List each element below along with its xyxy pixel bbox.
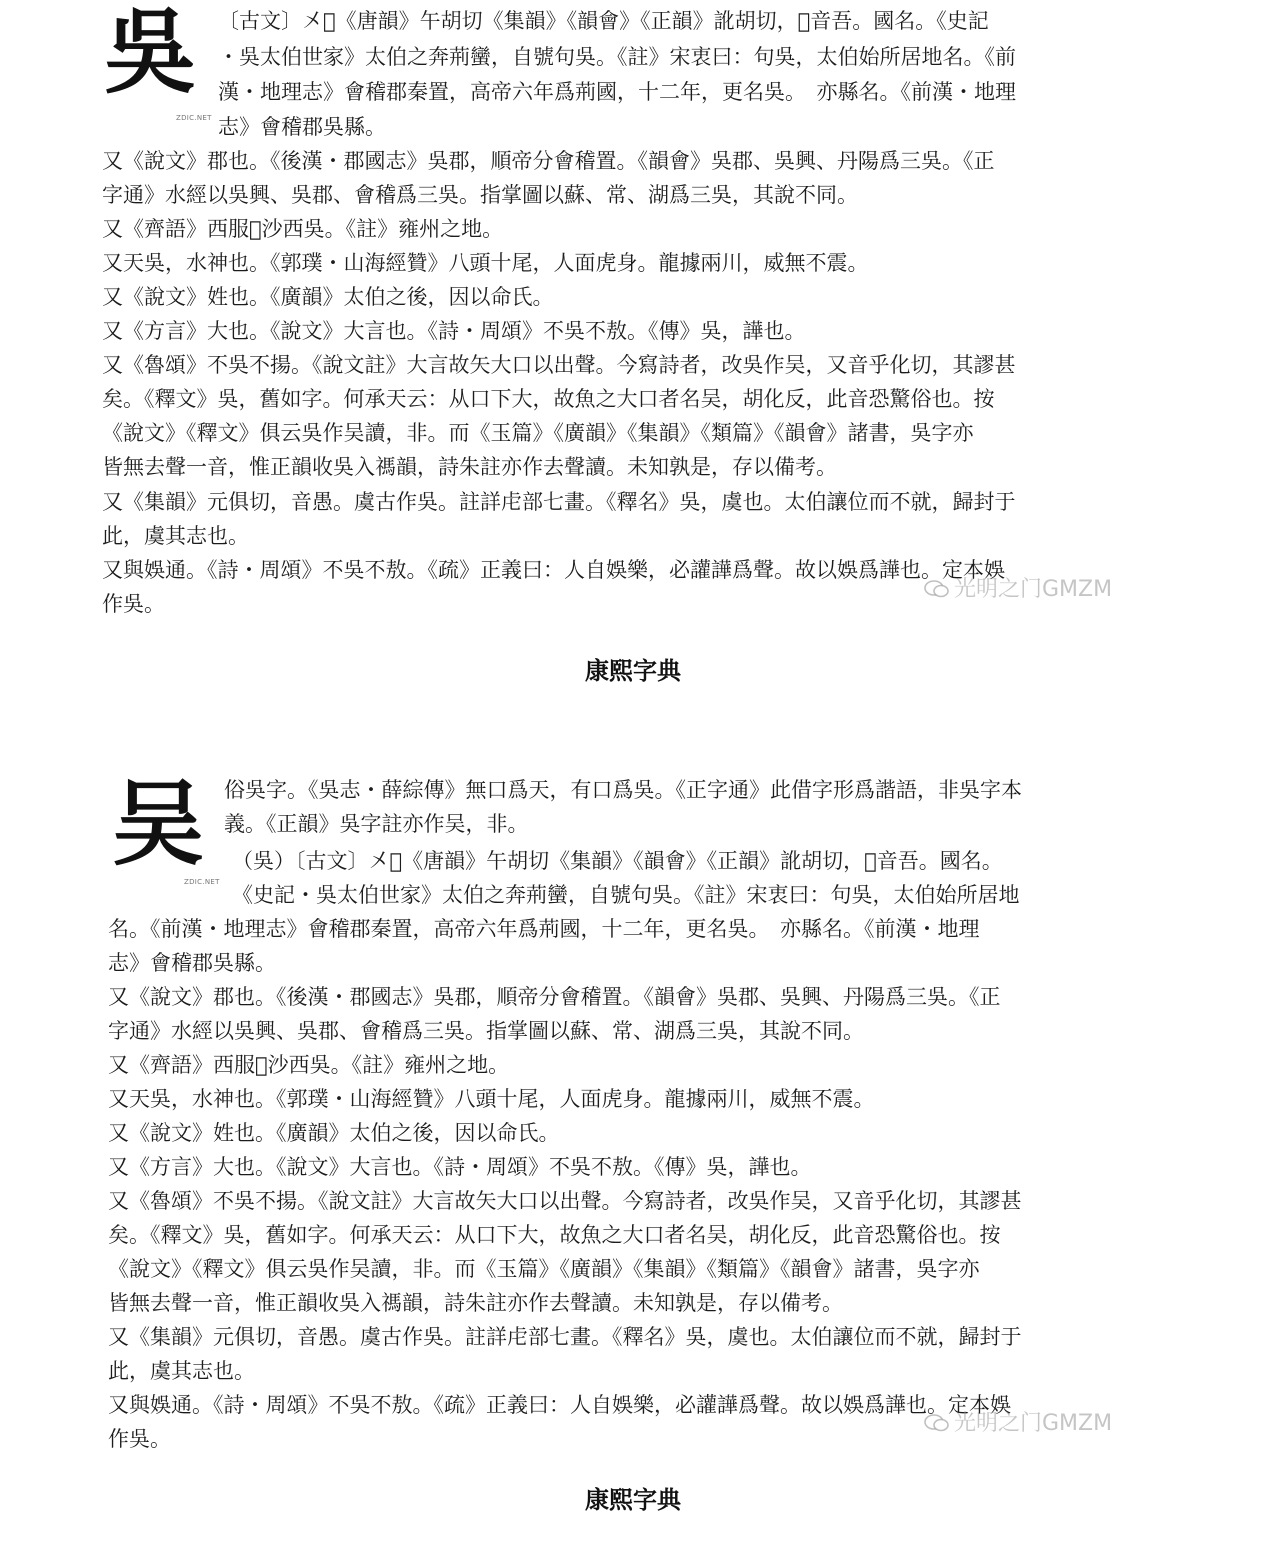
- caption: 康熙字典: [585, 657, 681, 685]
- site-mark: ZDIC.NET: [176, 114, 212, 122]
- entry-line: 又《說文》姓也。《廣韻》太伯之後，因以命氏。: [102, 285, 554, 309]
- entry-line: 《說文》《釋文》俱云吳作吴讀，非。而《玉篇》《廣韻》《集韻》《類篇》《韻會》諸書，吳字亦: [102, 421, 974, 445]
- entry-line: 又《魯頌》不吳不揚。《說文註》大言故矢大口以出聲。今寫詩者，改吳作吴，又音乎化切，其謬甚: [102, 353, 1016, 377]
- headword-char: 吴: [112, 770, 205, 878]
- entry-line: 又《說文》郡也。《後漢・郡國志》吳郡，順帝分會稽置。《韻會》吳郡、吳興、丹陽爲三吳。《正: [108, 985, 1001, 1009]
- headword-char: 吳: [104, 0, 197, 106]
- entry-line: 又《說文》郡也。《後漢・郡國志》吳郡，順帝分會稽置。《韻會》吳郡、吳興、丹陽爲三吳。《正: [102, 149, 995, 173]
- entry-line: 矣。《釋文》吳，舊如字。何承天云：从口下大，故魚之大口者名吴，胡化反，此音恐驚俗也。按: [102, 387, 995, 411]
- entry-line: （吳）〔古文〕㐅𠱄《唐韻》午胡切《集韻》《韻會》《正韻》訛胡切，𡗶音吾。國名。: [232, 849, 1003, 873]
- entry-line: 字通》水經以吳興、吳郡、會稽爲三吳。指掌圖以蘇、常、湖爲三吳，其說不同。: [102, 183, 858, 207]
- entry-line: 志》會稽郡吳縣。: [108, 951, 276, 975]
- entry-line: 又天吳，水神也。《郭璞・山海經贊》八頭十尾，人面虎身。龍據兩川，威無不震。: [102, 251, 869, 275]
- entry-line: ・吳太伯世家》太伯之奔荊蠻，自號句吳。《註》宋衷曰：句吳，太伯始所居地名。《前: [218, 45, 1016, 69]
- caption: 康熙字典: [585, 1486, 681, 1514]
- entry-line: 《說文》《釋文》俱云吳作吴讀，非。而《玉篇》《廣韻》《集韻》《類篇》《韻會》諸書，吳字亦: [108, 1257, 980, 1281]
- watermark: [924, 1406, 1112, 1437]
- dictionary-entry-1: [0, 0, 1266, 685]
- watermark-text: 光明之门GMZM: [954, 1411, 1113, 1436]
- entry-line: 俗吳字。《吳志・薛綜傳》無口爲天，有口爲吳。《正字通》此借字形爲諧語，非吳字本: [224, 778, 1022, 802]
- entry-line: 又《集韻》元俱切，音愚。虞古作吳。註詳虍部七畫。《釋名》吳，虞也。太伯讓位而不就，歸封于: [102, 490, 1016, 514]
- entry-line: 皆無去聲一音，惟正韻收吳入禡韻，詩朱註亦作去聲讀。未知孰是，存以備考。: [102, 455, 837, 479]
- entry-line: 又《齊語》西服𣲖沙西吳。《註》雍州之地。: [102, 217, 504, 241]
- entry-line: 又《方言》大也。《說文》大言也。《詩・周頌》不吳不敖。《傳》吳，譁也。: [102, 319, 806, 343]
- entry-line: 作吳。: [108, 1427, 171, 1451]
- entry-line: 又《齊語》西服𣲖沙西吳。《註》雍州之地。: [108, 1053, 510, 1077]
- entry-line: 此，虞其志也。: [108, 1359, 255, 1383]
- entry-line: 名。《前漢・地理志》會稽郡秦置，高帝六年爲荊國，十二年，更名吳。 亦縣名。《前漢・地理: [108, 917, 980, 941]
- dictionary-entry-2: [0, 770, 1266, 1514]
- wechat-icon: [924, 579, 950, 599]
- watermark: [924, 572, 1112, 603]
- entry-line: 又與娛通。《詩・周頌》不吳不敖。《疏》正義曰：人自娛樂，必讙譁爲聲。故以娛爲譁也。定本娛: [102, 558, 1005, 582]
- entry-line: 又《方言》大也。《說文》大言也。《詩・周頌》不吳不敖。《傳》吳，譁也。: [108, 1155, 812, 1179]
- entry-line: 又與娛通。《詩・周頌》不吳不敖。《疏》正義曰：人自娛樂，必讙譁爲聲。故以娛爲譁也。定本娛: [108, 1393, 1011, 1417]
- entry-line: 義。《正韻》吳字註亦作吴，非。: [224, 812, 529, 836]
- entry-line: 又《魯頌》不吳不揚。《說文註》大言故矢大口以出聲。今寫詩者，改吳作吴，又音乎化切，其謬甚: [108, 1189, 1022, 1213]
- entry-line: 又《說文》姓也。《廣韻》太伯之後，因以命氏。: [108, 1121, 560, 1145]
- entry-line: 皆無去聲一音，惟正韻收吳入禡韻，詩朱註亦作去聲讀。未知孰是，存以備考。: [108, 1291, 843, 1315]
- entry-line: 漢・地理志》會稽郡秦置，高帝六年爲荊國，十二年，更名吳。 亦縣名。《前漢・地理: [218, 80, 1016, 104]
- entry-line: 作吳。: [102, 592, 165, 616]
- entry-line: 字通》水經以吳興、吳郡、會稽爲三吳。指掌圖以蘇、常、湖爲三吳，其說不同。: [108, 1019, 864, 1043]
- entry-line: 《史記・吳太伯世家》太伯之奔荊蠻，自號句吳。《註》宋衷曰：句吳，太伯始所居地: [232, 883, 1020, 907]
- watermark-text: 光明之门GMZM: [954, 577, 1113, 602]
- entry-line: 又天吳，水神也。《郭璞・山海經贊》八頭十尾，人面虎身。龍據兩川，威無不震。: [108, 1087, 875, 1111]
- site-mark: ZDIC.NET: [184, 878, 220, 886]
- entry-line: 矣。《釋文》吳，舊如字。何承天云：从口下大，故魚之大口者名吴，胡化反，此音恐驚俗也。按: [108, 1223, 1001, 1247]
- entry-line: 此，虞其志也。: [102, 524, 249, 548]
- entry-line: 又《集韻》元俱切，音愚。虞古作吳。註詳虍部七畫。《釋名》吳，虞也。太伯讓位而不就，歸封于: [108, 1325, 1022, 1349]
- entry-line: 〔古文〕㐅𠱄《唐韻》午胡切《集韻》《韻會》《正韻》訛胡切，𡗶音吾。國名。《史記: [218, 9, 989, 33]
- wechat-icon: [924, 1413, 950, 1433]
- entry-line: 志》會稽郡吳縣。: [218, 115, 386, 139]
